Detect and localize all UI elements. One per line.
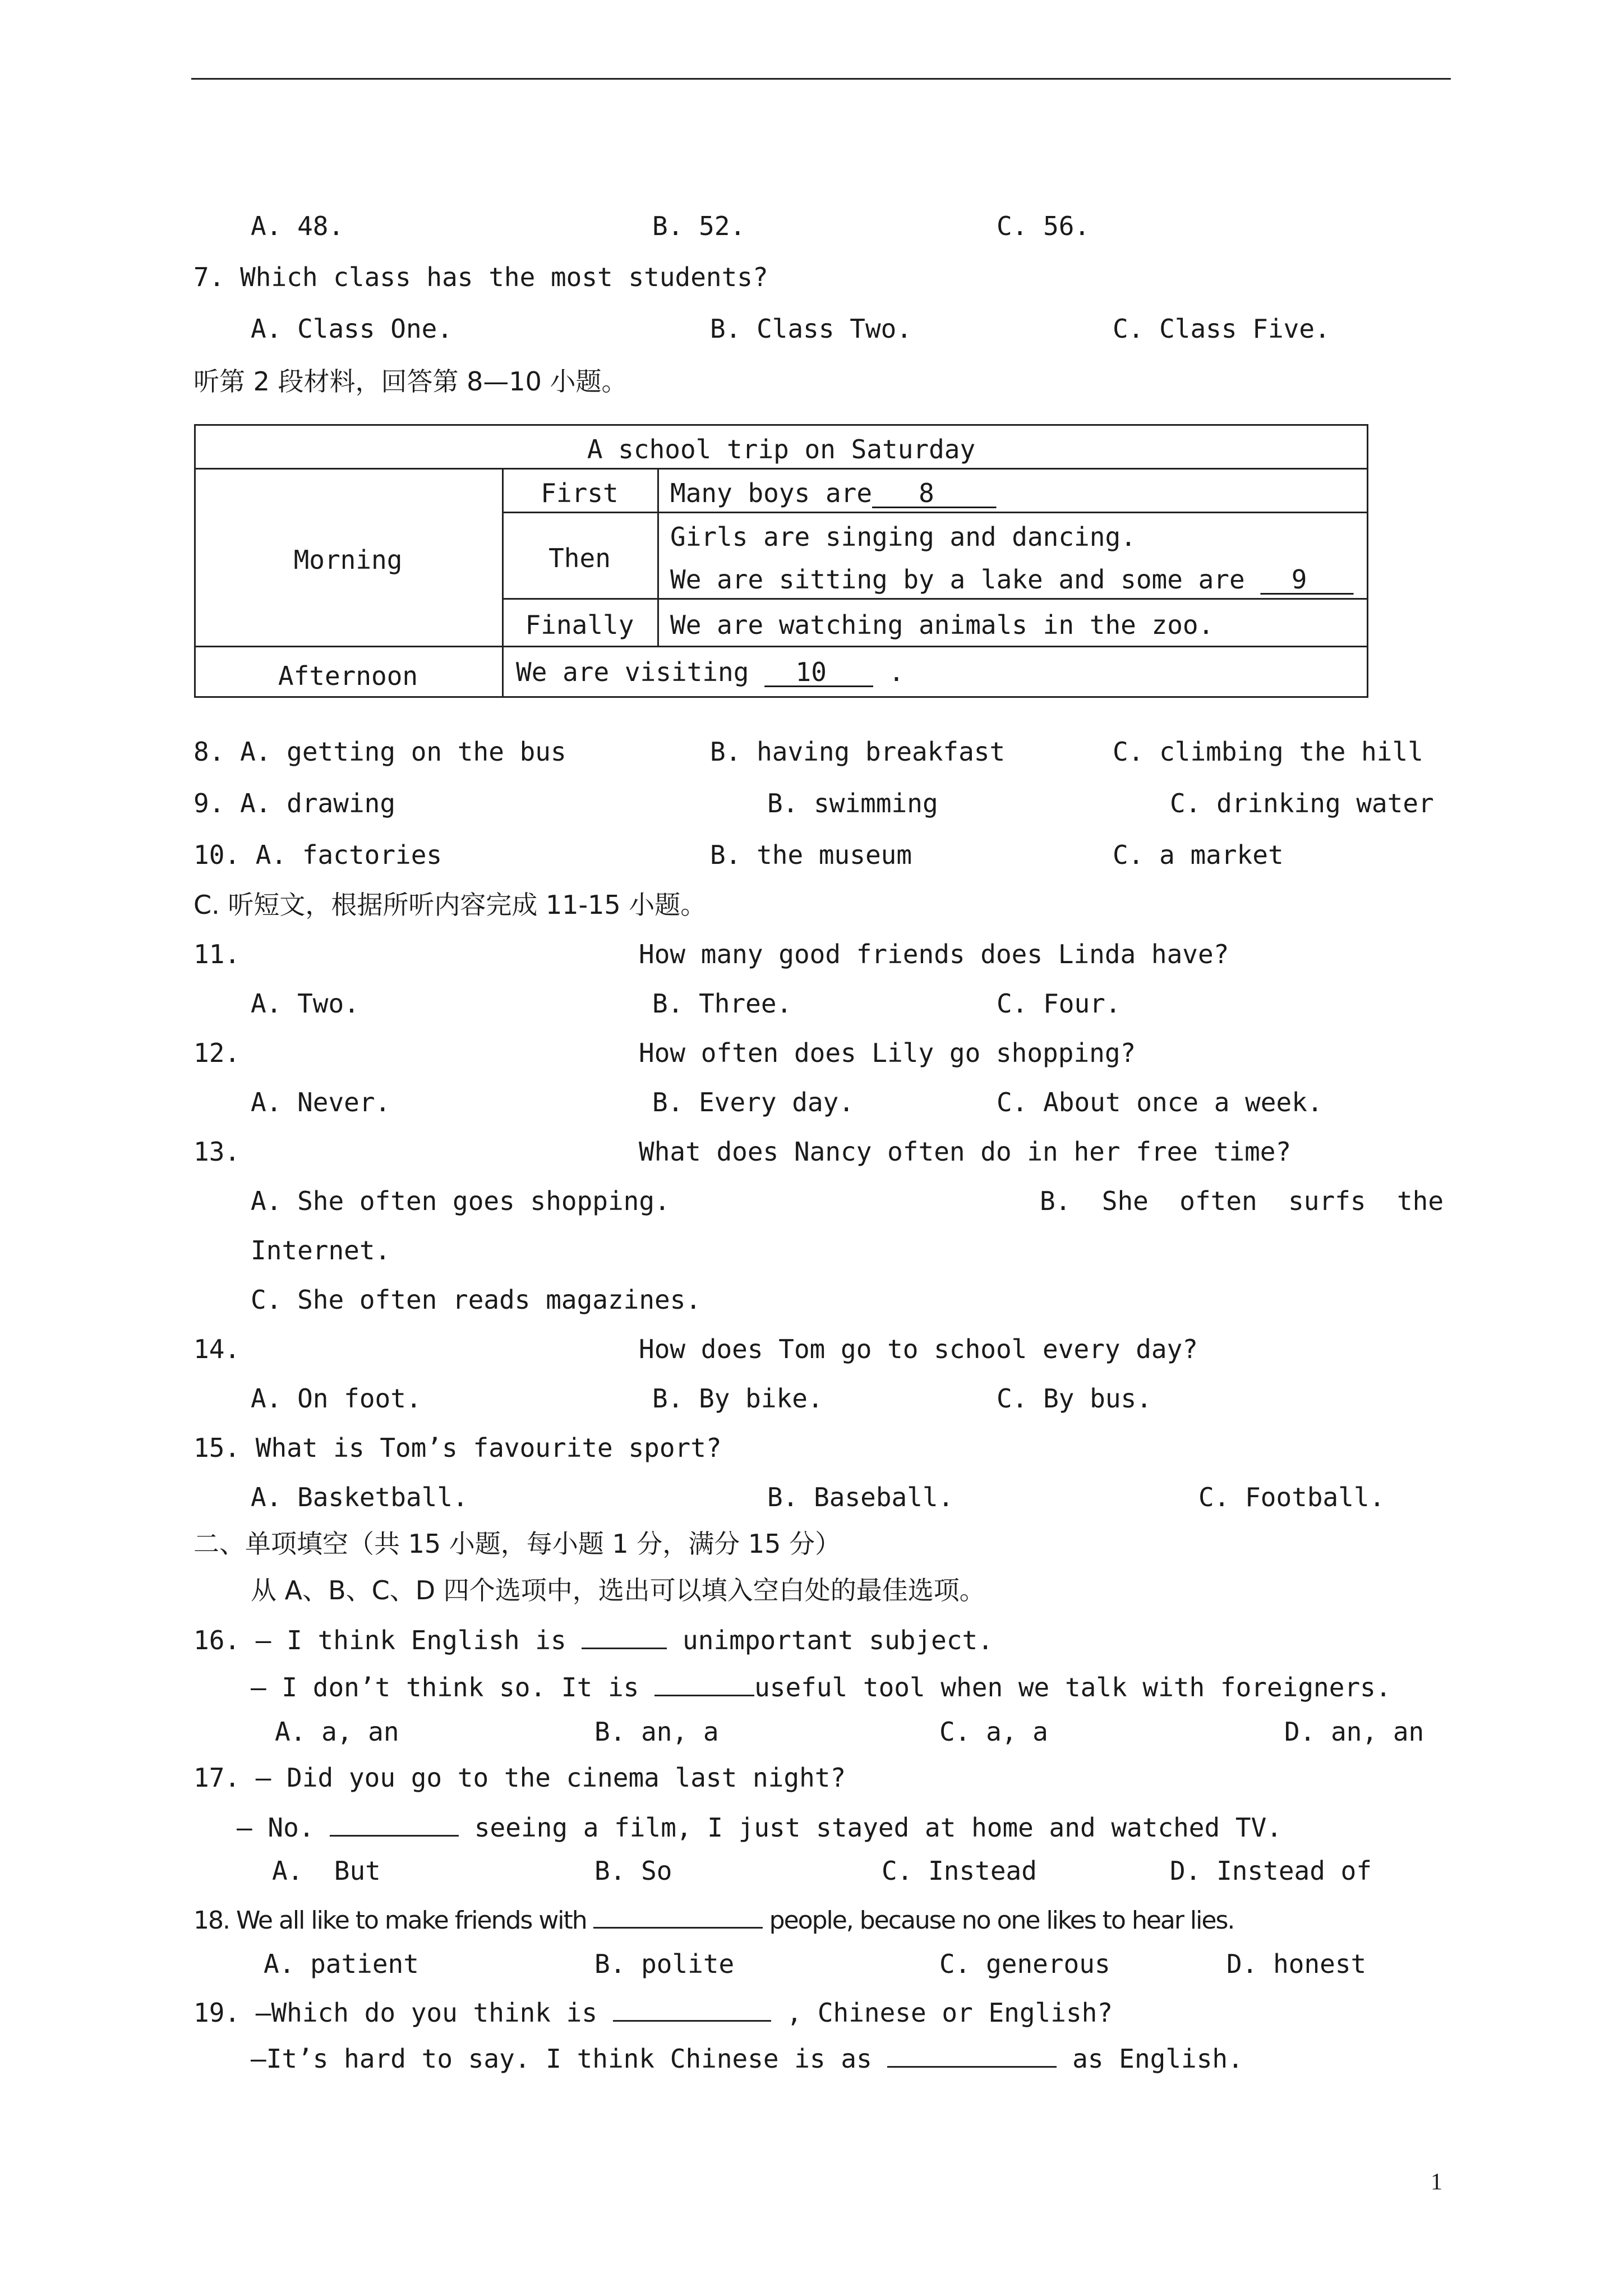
table-rule [194, 468, 1368, 470]
q16-line-2 [251, 1669, 1391, 1703]
q19-blank-1 [613, 1994, 771, 2022]
q17-line-2-end: seeing a film, I just stayed at home and watched TV. [459, 1812, 1282, 1843]
part2-instructions: 从 A、B、C、D 四个选项中，选出可以填入空白处的最佳选项。 [251, 1575, 985, 1605]
q18-option-c: C. generous [939, 1949, 1110, 1979]
step-finally: Finally [525, 610, 634, 640]
q7-option-c: C. Class Five. [1113, 314, 1330, 344]
q13-number: 13. [193, 1137, 241, 1167]
q13-option-a: A. She often goes shopping. [251, 1186, 670, 1216]
q18-line-1 [193, 1901, 1234, 1936]
finally-text: We are watching animals in the zoo. [670, 610, 1214, 640]
q16-line-2-end: useful tool when we talk with foreigners. [754, 1672, 1391, 1703]
q16-option-c: C. a, a [939, 1717, 1048, 1747]
q15-question: 15. What is Tom’s favourite sport? [193, 1433, 722, 1463]
row-morning: Morning [293, 545, 403, 575]
q16-line-2-start: — I don’t think so. It is [251, 1672, 655, 1703]
q16-line-1-start: 16. — I think English is [193, 1625, 582, 1655]
q12-option-c: C. About once a week. [997, 1087, 1323, 1117]
q11-option-b: B. Three. [652, 988, 792, 1019]
q19-line-2-start: —It’s hard to say. I think Chinese is as [251, 2044, 888, 2074]
first-cell [670, 477, 997, 509]
then-line-1: Girls are singing and dancing. [670, 522, 1136, 552]
q18-option-d: D. honest [1227, 1949, 1367, 1979]
q11-option-c: C. Four. [997, 988, 1121, 1019]
table-rule [502, 512, 1368, 513]
q19-blank-2 [887, 2040, 1057, 2068]
q16-option-a: A. a, an [275, 1717, 399, 1747]
section-c-title: C. 听短文，根据所听内容完成 11-15 小题。 [193, 890, 707, 920]
q17-option-d: D. Instead of [1170, 1856, 1372, 1886]
q16-line-1 [193, 1622, 993, 1656]
q12-option-a: A. Never. [251, 1087, 391, 1117]
q15-option-b: B. Baseball. [767, 1482, 954, 1512]
q15-option-a: A. Basketball. [251, 1482, 468, 1512]
q9-option-c: C. drinking water [1170, 788, 1434, 818]
q13-option-c: C. She often reads magazines. [251, 1285, 702, 1315]
q16-blank-1 [582, 1622, 667, 1649]
row-afternoon: Afternoon [278, 661, 418, 691]
q8-option-c: C. climbing the hill [1113, 737, 1423, 767]
q10-option-c: C. a market [1113, 840, 1284, 870]
header-rule [191, 78, 1451, 80]
table-rule [502, 598, 1368, 600]
q18-option-a: A. patient [264, 1949, 419, 1979]
part2-title: 二、单项填空（共 15 小题，每小题 1 分，满分 15 分） [193, 1529, 841, 1559]
table-rule [194, 646, 1368, 647]
q17-option-b: B. So [594, 1856, 672, 1886]
q9-option-a: 9. A. drawing [193, 788, 396, 818]
q16-option-b: B. an, a [594, 1717, 719, 1747]
q17-line-1: 17. — Did you go to the cinema last night? [193, 1763, 846, 1793]
q16-line-1-end: unimportant subject. [667, 1625, 993, 1655]
first-text: Many boys are [670, 478, 873, 508]
q13-option-b: B. She often surfs the [1040, 1186, 1444, 1216]
table-rule [657, 468, 659, 646]
afternoon-end: . [873, 657, 905, 687]
q17-option-c: C. Instead [882, 1856, 1037, 1886]
q7-question: 7. Which class has the most students? [193, 262, 768, 292]
q16-blank-2 [654, 1669, 754, 1696]
q13-question: What does Nancy often do in her free time? [639, 1137, 1292, 1167]
q6-option-c: C. 56. [997, 211, 1090, 241]
q19-line-1-end: , Chinese or English? [771, 1998, 1113, 2028]
q16-option-d: D. an, an [1284, 1717, 1424, 1747]
afternoon-cell [516, 656, 904, 688]
q18-line-1-start: 18. We all like to make friends with [193, 1906, 593, 1935]
q6-option-a: A. 48. [251, 211, 344, 241]
q10-option-a: 10. A. factories [193, 840, 442, 870]
q14-option-a: A. On foot. [251, 1383, 422, 1414]
q7-option-a: A. Class One. [251, 314, 453, 344]
blank-9: 9 [1260, 564, 1354, 595]
section2-intro: 听第 2 段材料，回答第 8—10 小题。 [193, 366, 628, 397]
q18-blank [593, 1901, 763, 1929]
q14-option-c: C. By bus. [997, 1383, 1152, 1414]
blank-10: 10 [764, 657, 873, 687]
q7-option-b: B. Class Two. [710, 314, 912, 344]
q18-line-1-end: people, because no one likes to hear lies. [762, 1906, 1234, 1935]
q15-option-c: C. Football. [1198, 1482, 1385, 1512]
q12-option-b: B. Every day. [652, 1087, 855, 1117]
q19-line-1-start: 19. —Which do you think is [193, 1998, 613, 2028]
then-line-2 [670, 564, 1354, 595]
q8-option-b: B. having breakfast [710, 737, 1006, 767]
q12-question: How often does Lily go shopping? [639, 1038, 1136, 1068]
blank-8: 8 [872, 478, 997, 508]
q17-blank [330, 1809, 459, 1837]
q10-option-b: B. the museum [710, 840, 912, 870]
q14-option-b: B. By bike. [652, 1383, 823, 1414]
q14-number: 14. [193, 1334, 241, 1364]
afternoon-text: We are visiting [516, 657, 765, 687]
q11-question: How many good friends does Linda have? [639, 939, 1229, 969]
q17-option-a: A. But [272, 1856, 381, 1886]
q19-line-1 [193, 1994, 1113, 2028]
table-title: A school trip on Saturday [587, 434, 976, 464]
q17-line-2 [237, 1809, 1282, 1843]
q14-question: How does Tom go to school every day? [639, 1334, 1198, 1364]
step-then: Then [548, 543, 611, 573]
q18-option-b: B. polite [594, 1949, 735, 1979]
q6-option-b: B. 52. [652, 211, 746, 241]
q19-line-2 [251, 2040, 1243, 2074]
step-first: First [541, 478, 619, 508]
q13-option-b-cont: Internet. [251, 1235, 391, 1266]
then-line-2-text: We are sitting by a lake and some are [670, 564, 1261, 595]
q11-number: 11. [193, 939, 241, 969]
q8-option-a: 8. A. getting on the bus [193, 737, 566, 767]
q19-line-2-end: as English. [1057, 2044, 1243, 2074]
q12-number: 12. [193, 1038, 241, 1068]
page-number: 1 [1431, 2169, 1442, 2195]
q11-option-a: A. Two. [251, 988, 359, 1019]
q17-line-2-start: — No. [237, 1812, 330, 1843]
q9-option-b: B. swimming [767, 788, 938, 818]
